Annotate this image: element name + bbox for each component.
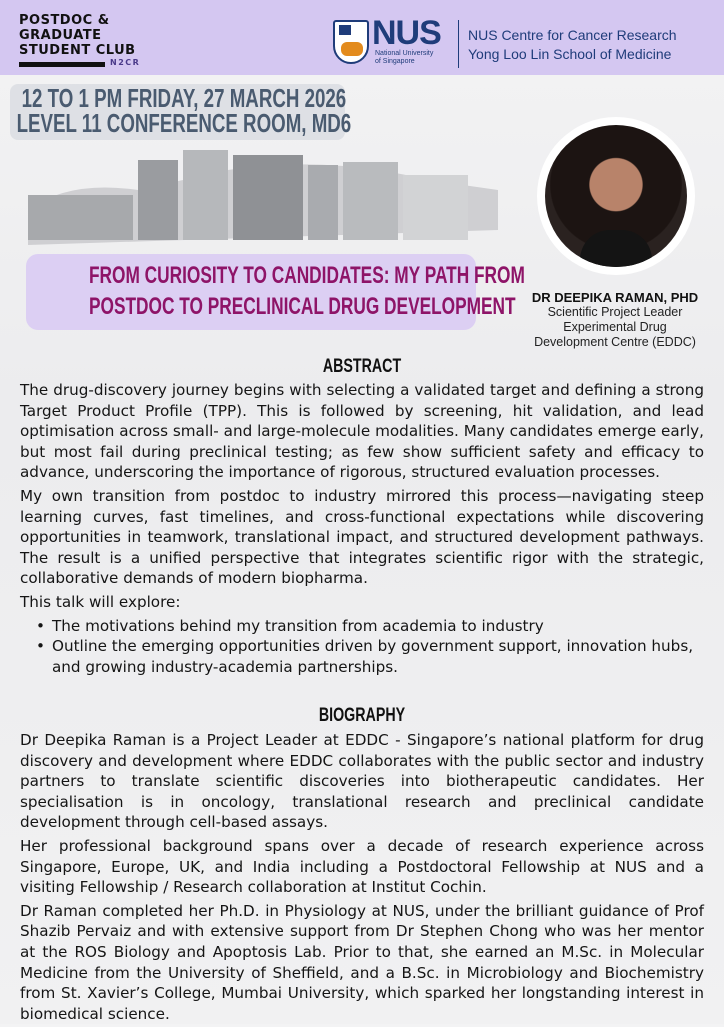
- abstract-paragraph: My own transition from postdoc to industry mirrored this process—navigating steep learning curves, fast timelines, and cross-functional expectations while discovering opportunities in teamwork, translational impact, and structured development pathways. The result is a unified perspective that integrates scientific rigor with the strategic, collaborative demands of modern biopharma.: [20, 486, 704, 588]
- abstract-heading: ABSTRACT: [322, 356, 402, 377]
- club-line: GRADUATE: [19, 28, 102, 43]
- building-image: [28, 150, 498, 245]
- speaker-info: [500, 290, 724, 350]
- biography-paragraph: Dr Raman completed her Ph.D. in Physiology at NUS, under the brilliant guidance of Prof Shazib Pervaiz and with extensive support from Dr Stephen Chong who was her mentor at the ROS Biology and Apoptosis Lab. Prior to that, she earned an M.Sc. in Molecular Medicine from the University of Sheffield, and a B.Sc. in Microbiology and Biochemistry from St. Xavier’s College, Mumbai University, which sparked her longstanding interest in biomedical science.: [20, 901, 704, 1023]
- nus-subtitle-line: of Singapore: [375, 58, 415, 65]
- club-logo-bar: [19, 62, 105, 67]
- speaker-org-line: Development Centre (EDDC): [534, 335, 696, 349]
- abstract-paragraph: The drug-discovery journey begins with selecting a validated target and defining a strong Target Product Profile (TPP). This is followed by screening, hit validation, and lead optimisation across small- and large-molecule modalities. Many candidates emerge early, but most fail during preclinical testing; as few show sufficient safety and efficacy to advance, underscoring the importance of rigorous, structured evaluation processes.: [20, 381, 704, 482]
- club-tag: N2CR: [110, 58, 141, 67]
- biography-paragraph: Dr Deepika Raman is a Project Leader at EDDC - Singapore’s national platform for drug discovery and development where EDDC collaborates with the public sector and industry partners to translate scientific discoveries into biotherapeutic candidates. Her specialisation is in oncology, translational research and preclinical candidate development through cell-based assays.: [20, 731, 704, 832]
- talk-title-line: POSTDOC TO PRECLINICAL DRUG DEVELOPMENT: [89, 293, 516, 320]
- biography-paragraph: Her professional background spans over a decade of research experience across Singapore, Europe, UK, and India including a Postdoctoral Fellowship at NUS and a visiting Fellowship / Research collaboration at Institut Cochin.: [20, 836, 704, 897]
- speaker-role: Scientific Project Leader: [547, 305, 683, 319]
- talk-title: [26, 260, 525, 322]
- biography-body: [20, 730, 704, 1027]
- abstract-bullets: [32, 616, 704, 678]
- speaker-name: DR DEEPIKA RAMAN, PHD: [531, 290, 699, 305]
- club-logo-text: [19, 13, 136, 58]
- event-datetime: 12 TO 1 PM FRIDAY, 27 MARCH 2026: [21, 83, 347, 113]
- speaker-photo: [545, 125, 687, 267]
- nus-logo: NUS: [372, 14, 441, 52]
- event-venue: LEVEL 11 CONFERENCE ROOM, MD6: [16, 108, 352, 138]
- abstract-paragraph: This talk will explore:: [20, 592, 181, 611]
- speaker-org-line: Experimental Drug: [563, 320, 667, 334]
- header-band: [0, 0, 724, 75]
- bullet-item: • The motivations behind my transition from academia to industry: [32, 616, 704, 637]
- talk-title-line: FROM CURIOSITY TO CANDIDATES: MY PATH FROM: [89, 262, 525, 289]
- logo-divider: [458, 20, 459, 68]
- bullet-item: • Outline the emerging opportunities driven by government support, innovation hubs, and growing industry-academia partnerships.: [32, 636, 704, 677]
- abstract-body: [20, 380, 704, 677]
- nus-subtitle-line: National University: [375, 50, 434, 57]
- club-line: POSTDOC &: [19, 13, 110, 28]
- biography-heading: BIOGRAPHY: [318, 705, 406, 726]
- centre-line: NUS Centre for Cancer Research: [468, 27, 677, 43]
- club-line: STUDENT CLUB: [19, 43, 136, 58]
- centre-line: Yong Loo Lin School of Medicine: [468, 46, 672, 62]
- centre-name: [468, 26, 677, 64]
- nus-subtitle: [375, 50, 433, 66]
- nus-crest-icon: [333, 20, 369, 64]
- event-info: [14, 83, 354, 138]
